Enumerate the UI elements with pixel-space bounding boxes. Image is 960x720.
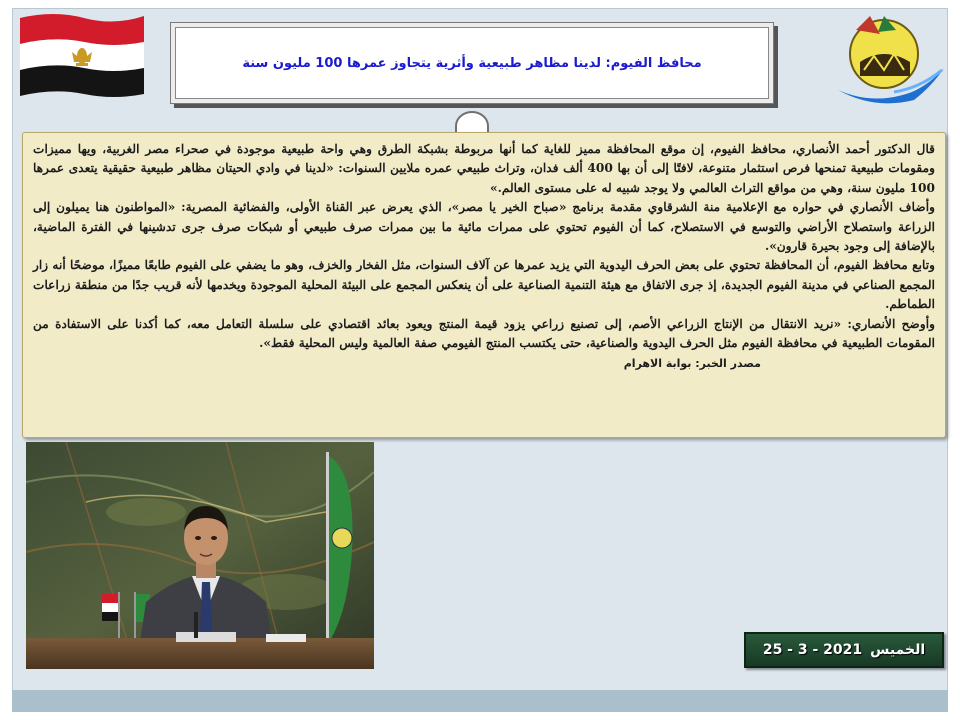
egypt-flag-icon (14, 10, 148, 102)
news-source: مصدر الخبر: بوابة الاهرام (623, 357, 761, 371)
article-paragraph-2: وأضاف الأنصاري في حواره مع الإعلامية منة الشرقاوي مقدمة برنامج «صباح الخير يا مصر»، الذي يعرض عبر القناة الأولى، والفضائية المصرية: «المواطنون هنا يميلون إلى الزراعة واستصلاح الأراضي والتوسع في الاستصلاح، كما أن الفيوم تحتوي على ممرات مائية ما بين ممرات صرف طبيعي أو شبكات صرف جرى تدشينها في الفترة الماضية، بالإضافة إلى وجود بحيرة قارون». (33, 200, 935, 254)
headline-box (170, 22, 774, 104)
fayoum-governorate-logo-icon (834, 10, 948, 106)
headline-text: محافظ الفيوم: لدينا مظاهر طبيعية وأثرية يتجاوز عمرها 100 مليون سنة (242, 55, 702, 71)
article-paragraph-4: وأوضح الأنصاري: «نريد الانتقال من الإنتاج الزراعي الأصم، إلى تصنيع زراعي يزود قيمة المنتج ويعود بعائد اقتصادي على سلسلة التعامل معه، كما أكدنا على الاستفادة من المقومات الطبيعية في محافظة الفيوم مثل الحرف اليدوية والصناعية، حتى يكتسب المنتج الفيومي صفة العالمية وليس المحلية فقط». (33, 316, 935, 351)
article-body (22, 132, 946, 438)
date-badge (744, 632, 944, 668)
date-value: 25 - 3 - 2021 (762, 642, 863, 658)
bottom-strip (12, 690, 948, 712)
article-paragraph-3: وتابع محافظ الفيوم، أن المحافظة تحتوي على بعض الحرف اليدوية التي يزيد عمرها عن آلاف السنوات، مثل الفخار والخزف، وهو ما يضفي على الفيوم طابعًا مميزًا، موضحًا أنه زار المجمع الصناعي في مدينة الفيوم الجديدة، إذ جرى الاتفاق مع هيئة التنمية الصناعية على أن ينعكس المجمع على البيئة المحلية الموجودة ويخدمها لأنه قريب جدًا من منطقة زراعات الطماطم. (33, 258, 935, 312)
article-paragraph-1: قال الدكتور أحمد الأنصاري، محافظ الفيوم، إن موقع المحافظة مميز للغاية كما أنها مربوطة بشبكة الطرق وهي واحة طبيعية موجودة في صحراء مصر الغربية، ويها مميزات ومقومات طبيعية تمنحها فرص استثمار متنوعة، لافتًا إلى أن بها 400 ألف فدان، وتراث طبيعي عمره ملايين السنوات: «لدينا في وادي الحيتان مظاهر طبيعية حقيقية يتعدى عمرها 100 مليون سنة، وهي من مواقع التراث العالمي ولا يوجد شبيه له على مستوى العالم.» (33, 142, 935, 195)
date-day: الخميس (870, 642, 926, 658)
governor-photo (26, 442, 374, 669)
